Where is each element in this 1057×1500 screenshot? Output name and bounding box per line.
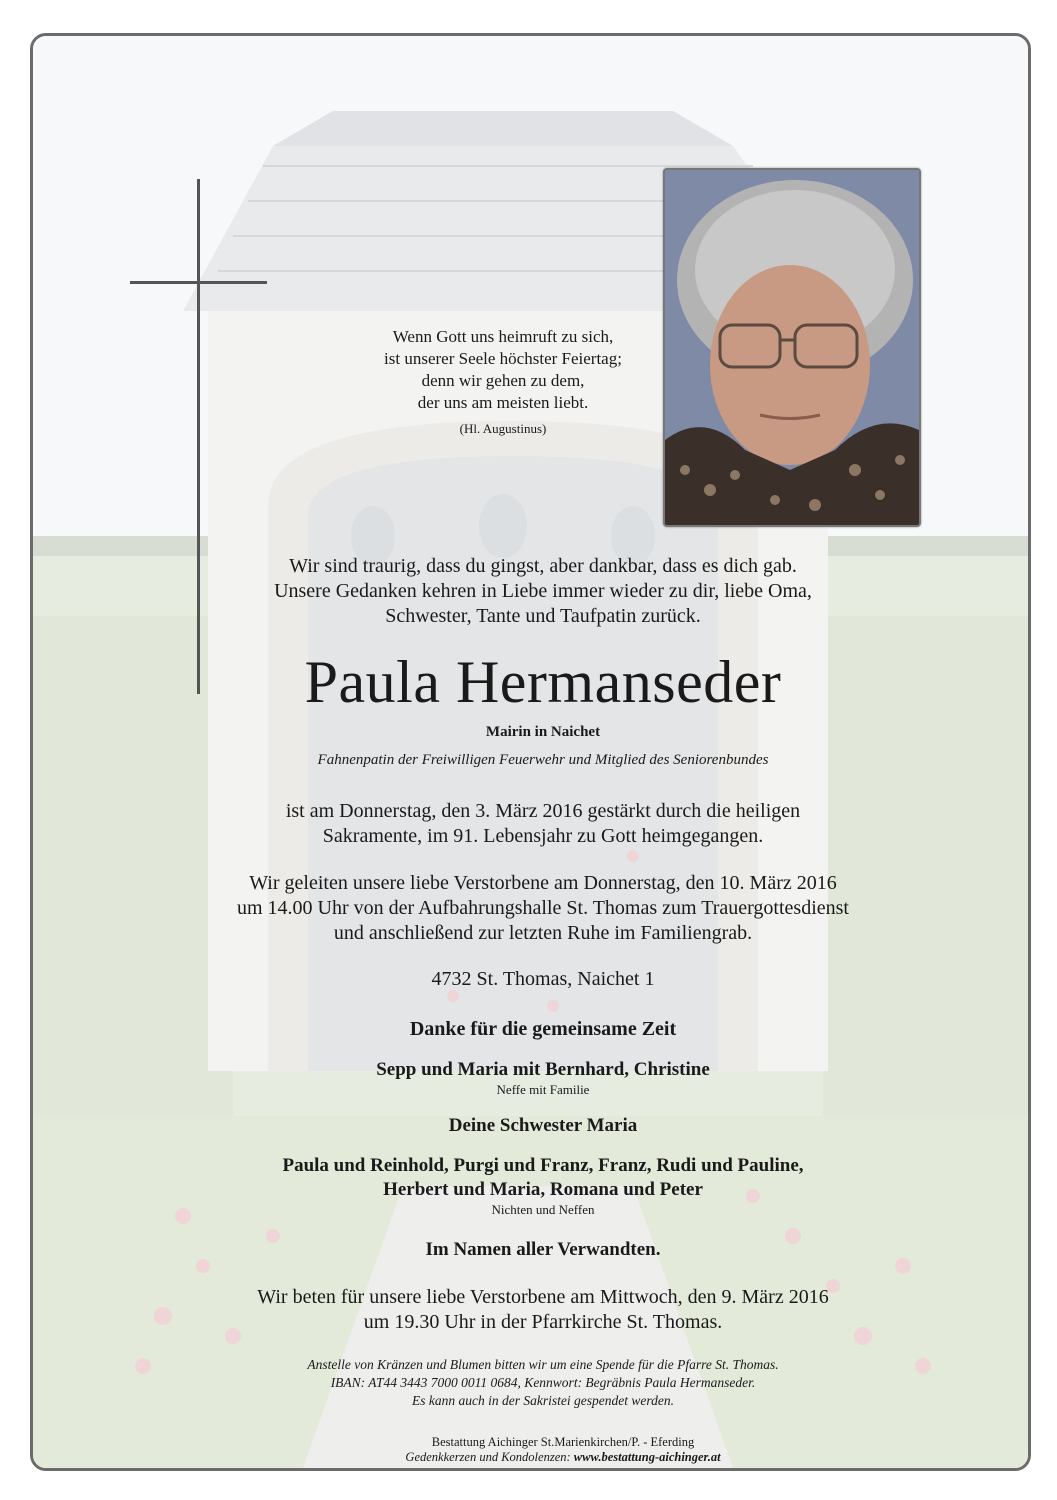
thanks-heading: Danke für die gemeinsame Zeit bbox=[409, 1018, 677, 1040]
prayer-line: um 19.30 Uhr in der Pfarrkirche St. Thomas. bbox=[363, 1311, 723, 1333]
prayer-line: Wir beten für unsere liebe Verstorbene am Mittwoch, den 9. März 2016 bbox=[257, 1286, 829, 1308]
prayer-notice bbox=[213, 1285, 873, 1335]
funeral-notice bbox=[213, 871, 873, 946]
death-notice bbox=[213, 799, 873, 849]
cross-horizontal-bar bbox=[130, 281, 267, 284]
donation-line: Es kann auch in der Sakristei gespendet werden. bbox=[412, 1393, 674, 1408]
obituary-frame bbox=[30, 33, 1031, 1471]
condolence-url[interactable]: www.bestattung-aichinger.at bbox=[573, 1450, 721, 1464]
donation-notice bbox=[213, 1356, 873, 1410]
family-group bbox=[233, 1114, 853, 1138]
address: 4732 St. Thomas, Naichet 1 bbox=[431, 968, 655, 990]
family-relation: Neffe mit Familie bbox=[496, 1082, 590, 1097]
intro-line: Unsere Gedanken kehren in Liebe immer wieder zu dir, liebe Oma, bbox=[274, 580, 812, 602]
deceased-name: Paula Hermanseder bbox=[304, 649, 782, 715]
death-notice-line: ist am Donnerstag, den 3. März 2016 gestärkt durch die heiligen bbox=[285, 800, 801, 822]
closing-line: Im Namen aller Verwandten. bbox=[425, 1239, 661, 1260]
donation-line: IBAN: AT44 3443 7000 0011 0684, Kennwort: Begräbnis Paula Hermanseder. bbox=[330, 1375, 756, 1390]
quote-line: der uns am meisten liebt. bbox=[417, 393, 589, 412]
family-names: Paula und Reinhold, Purgi und Franz, Franz, Rudi und Pauline, bbox=[282, 1155, 804, 1176]
cross-vertical-bar bbox=[197, 179, 200, 694]
intro-line: Wir sind traurig, dass du gingst, aber dankbar, dass es dich gab. bbox=[289, 555, 797, 577]
quote-line: denn wir gehen zu dem, bbox=[421, 371, 585, 390]
funeral-home-name: Bestattung Aichinger St.Marienkirchen/P. - Eferding bbox=[431, 1435, 695, 1449]
quote-line: Wenn Gott uns heimruft zu sich, bbox=[392, 327, 614, 346]
family-group bbox=[233, 1058, 853, 1098]
family-group bbox=[233, 1154, 853, 1218]
family-names: Herbert und Maria, Romana und Peter bbox=[383, 1179, 703, 1200]
condolence-label: Gedenkkerzen und Kondolenzen: bbox=[405, 1450, 571, 1464]
family-names: Deine Schwester Maria bbox=[448, 1115, 638, 1136]
quote-line: ist unserer Seele höchster Feiertag; bbox=[384, 349, 622, 368]
death-notice-line: Sakramente, im 91. Lebensjahr zu Gott heimgegangen. bbox=[322, 825, 764, 847]
quote-source: (Hl. Augustinus) bbox=[459, 421, 547, 436]
donation-line: Anstelle von Kränzen und Blumen bitten wir um eine Spende für die Pfarre St. Thomas. bbox=[307, 1357, 779, 1372]
deceased-membership: Fahnenpatin der Freiwilligen Feuerwehr und Mitglied des Seniorenbundes bbox=[317, 752, 769, 768]
footer bbox=[283, 1435, 843, 1465]
deceased-subtitle: Mairin in Naichet bbox=[485, 724, 601, 740]
funeral-line: und anschließend zur letzten Ruhe im Familiengrab. bbox=[333, 922, 753, 944]
deceased-portrait-photo bbox=[663, 168, 921, 527]
footer-contact bbox=[283, 1450, 843, 1465]
family-relation: Nichten und Neffen bbox=[491, 1202, 595, 1217]
funeral-line: um 14.00 Uhr von der Aufbahrungshalle St. Thomas zum Trauergottesdienst bbox=[237, 897, 849, 919]
family-names: Sepp und Maria mit Bernhard, Christine bbox=[376, 1059, 710, 1080]
bible-quote bbox=[313, 326, 693, 414]
intro-text bbox=[213, 554, 873, 629]
funeral-line: Wir geleiten unsere liebe Verstorbene am Donnerstag, den 10. März 2016 bbox=[249, 872, 837, 894]
intro-line: Schwester, Tante und Taufpatin zurück. bbox=[385, 605, 701, 627]
